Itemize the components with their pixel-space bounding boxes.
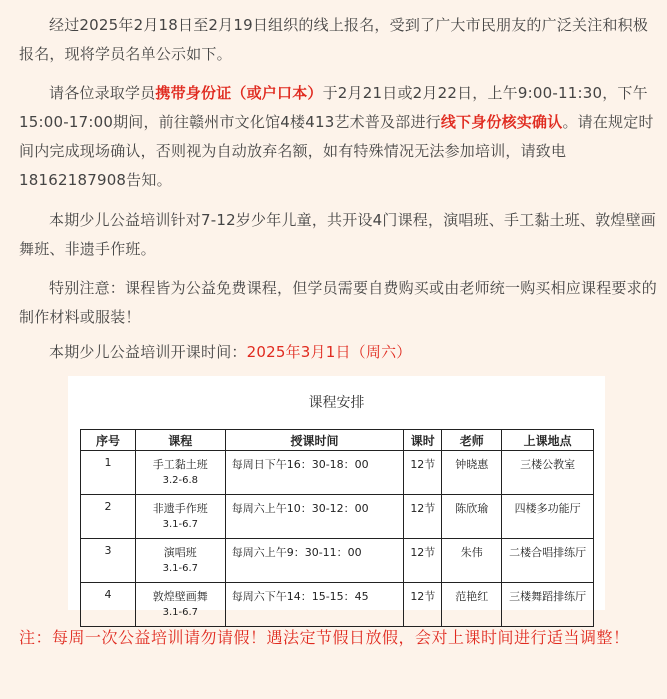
start-date-label: 本期少儿公益培训开课时间： <box>49 343 247 361</box>
id-card-highlight: 携带身份证（或户口本） <box>155 84 323 102</box>
row-teacher: 范艳红 <box>442 583 502 627</box>
header-time: 授课时间 <box>225 430 404 451</box>
row-time: 每周六上午9：30-11：00 <box>225 539 404 583</box>
course-name: 演唱班 <box>163 546 197 559</box>
row-time: 每周日下午16：30-18：00 <box>225 451 404 495</box>
header-teacher: 老师 <box>442 430 502 451</box>
row-place: 二楼合唱排练厅 <box>502 539 594 583</box>
row-no: 3 <box>81 539 136 583</box>
row-course <box>135 495 225 539</box>
row-time: 每周六上午10：30-12：00 <box>225 495 404 539</box>
header-no: 序号 <box>81 430 136 451</box>
table-row <box>81 451 594 495</box>
course-schedule-image <box>68 376 605 618</box>
row-teacher: 朱伟 <box>442 539 502 583</box>
row-hours: 12节 <box>404 451 442 495</box>
header-hours: 课时 <box>404 430 442 451</box>
start-date-value: 2025年3月1日（周六） <box>246 343 412 361</box>
intro-paragraph: 经过2025年2月18日至2月19日组织的线上报名，受到了广大市民朋友的广泛关注和积极报名，现将学员名单公示如下。 <box>19 16 649 63</box>
course-dates: 3.1-6.7 <box>162 563 199 574</box>
holiday-note: 注：每周一次公益培训请勿请假！遇法定节假日放假，会对上课时间进行适当调整！ <box>19 628 630 647</box>
row-no: 2 <box>81 495 136 539</box>
row-place: 三楼公教室 <box>502 451 594 495</box>
row-course <box>135 583 225 627</box>
row-no: 1 <box>81 451 136 495</box>
schedule-title: 课程安排 <box>308 395 365 411</box>
row-course <box>135 451 225 495</box>
header-course: 课程 <box>135 430 225 451</box>
schedule-text: 于2月21日或2月22日，上午9:00-11:30，下午15:00-17:00期间，前往赣州市文化馆4楼413艺术普及部进行 <box>19 84 648 131</box>
row-place: 三楼舞蹈排练厅 <box>502 583 594 627</box>
table-row <box>81 583 594 627</box>
course-name: 非遗手作班 <box>152 502 208 515</box>
course-dates: 3.1-6.7 <box>162 519 199 530</box>
start-date-paragraph <box>19 338 659 367</box>
row-hours: 12节 <box>404 495 442 539</box>
contact-text: 。请在规定时间内完成现场确认，否则视为自动放弃名额，如有特殊情况无法参加培训，请致电18162187908告知。 <box>19 113 654 189</box>
schedule-table <box>80 429 594 627</box>
course-overview-paragraph: 本期少儿公益培训针对7-12岁少年儿童，共开设4门课程，演唱班、手工黏土班、敦煌壁画舞班、非遗手作班。 <box>19 211 656 258</box>
course-name: 敦煌壁画舞 <box>152 590 208 603</box>
table-row <box>81 539 594 583</box>
header-place: 上课地点 <box>502 430 594 451</box>
row-course <box>135 539 225 583</box>
table-row <box>81 495 594 539</box>
course-dates: 3.2-6.8 <box>162 475 199 486</box>
course-name: 手工黏土班 <box>152 458 208 471</box>
instruction-text: 请各位录取学员 <box>49 84 156 102</box>
course-dates: 3.1-6.7 <box>162 607 199 618</box>
row-hours: 12节 <box>404 539 442 583</box>
row-teacher: 陈欣瑜 <box>442 495 502 539</box>
registration-paragraph <box>19 79 659 195</box>
row-teacher: 钟晓惠 <box>442 451 502 495</box>
row-place: 四楼多功能厅 <box>502 495 594 539</box>
notice-paragraph: 特别注意：课程皆为公益免费课程，但学员需要自费购买或由老师统一购买相应课程要求的制作材料或服装！ <box>19 279 658 326</box>
row-hours: 12节 <box>404 583 442 627</box>
row-time: 每周六下午14：15-15：45 <box>225 583 404 627</box>
row-no: 4 <box>81 583 136 627</box>
table-header-row <box>81 430 594 451</box>
verify-highlight: 线下身份核实确认 <box>440 113 563 131</box>
